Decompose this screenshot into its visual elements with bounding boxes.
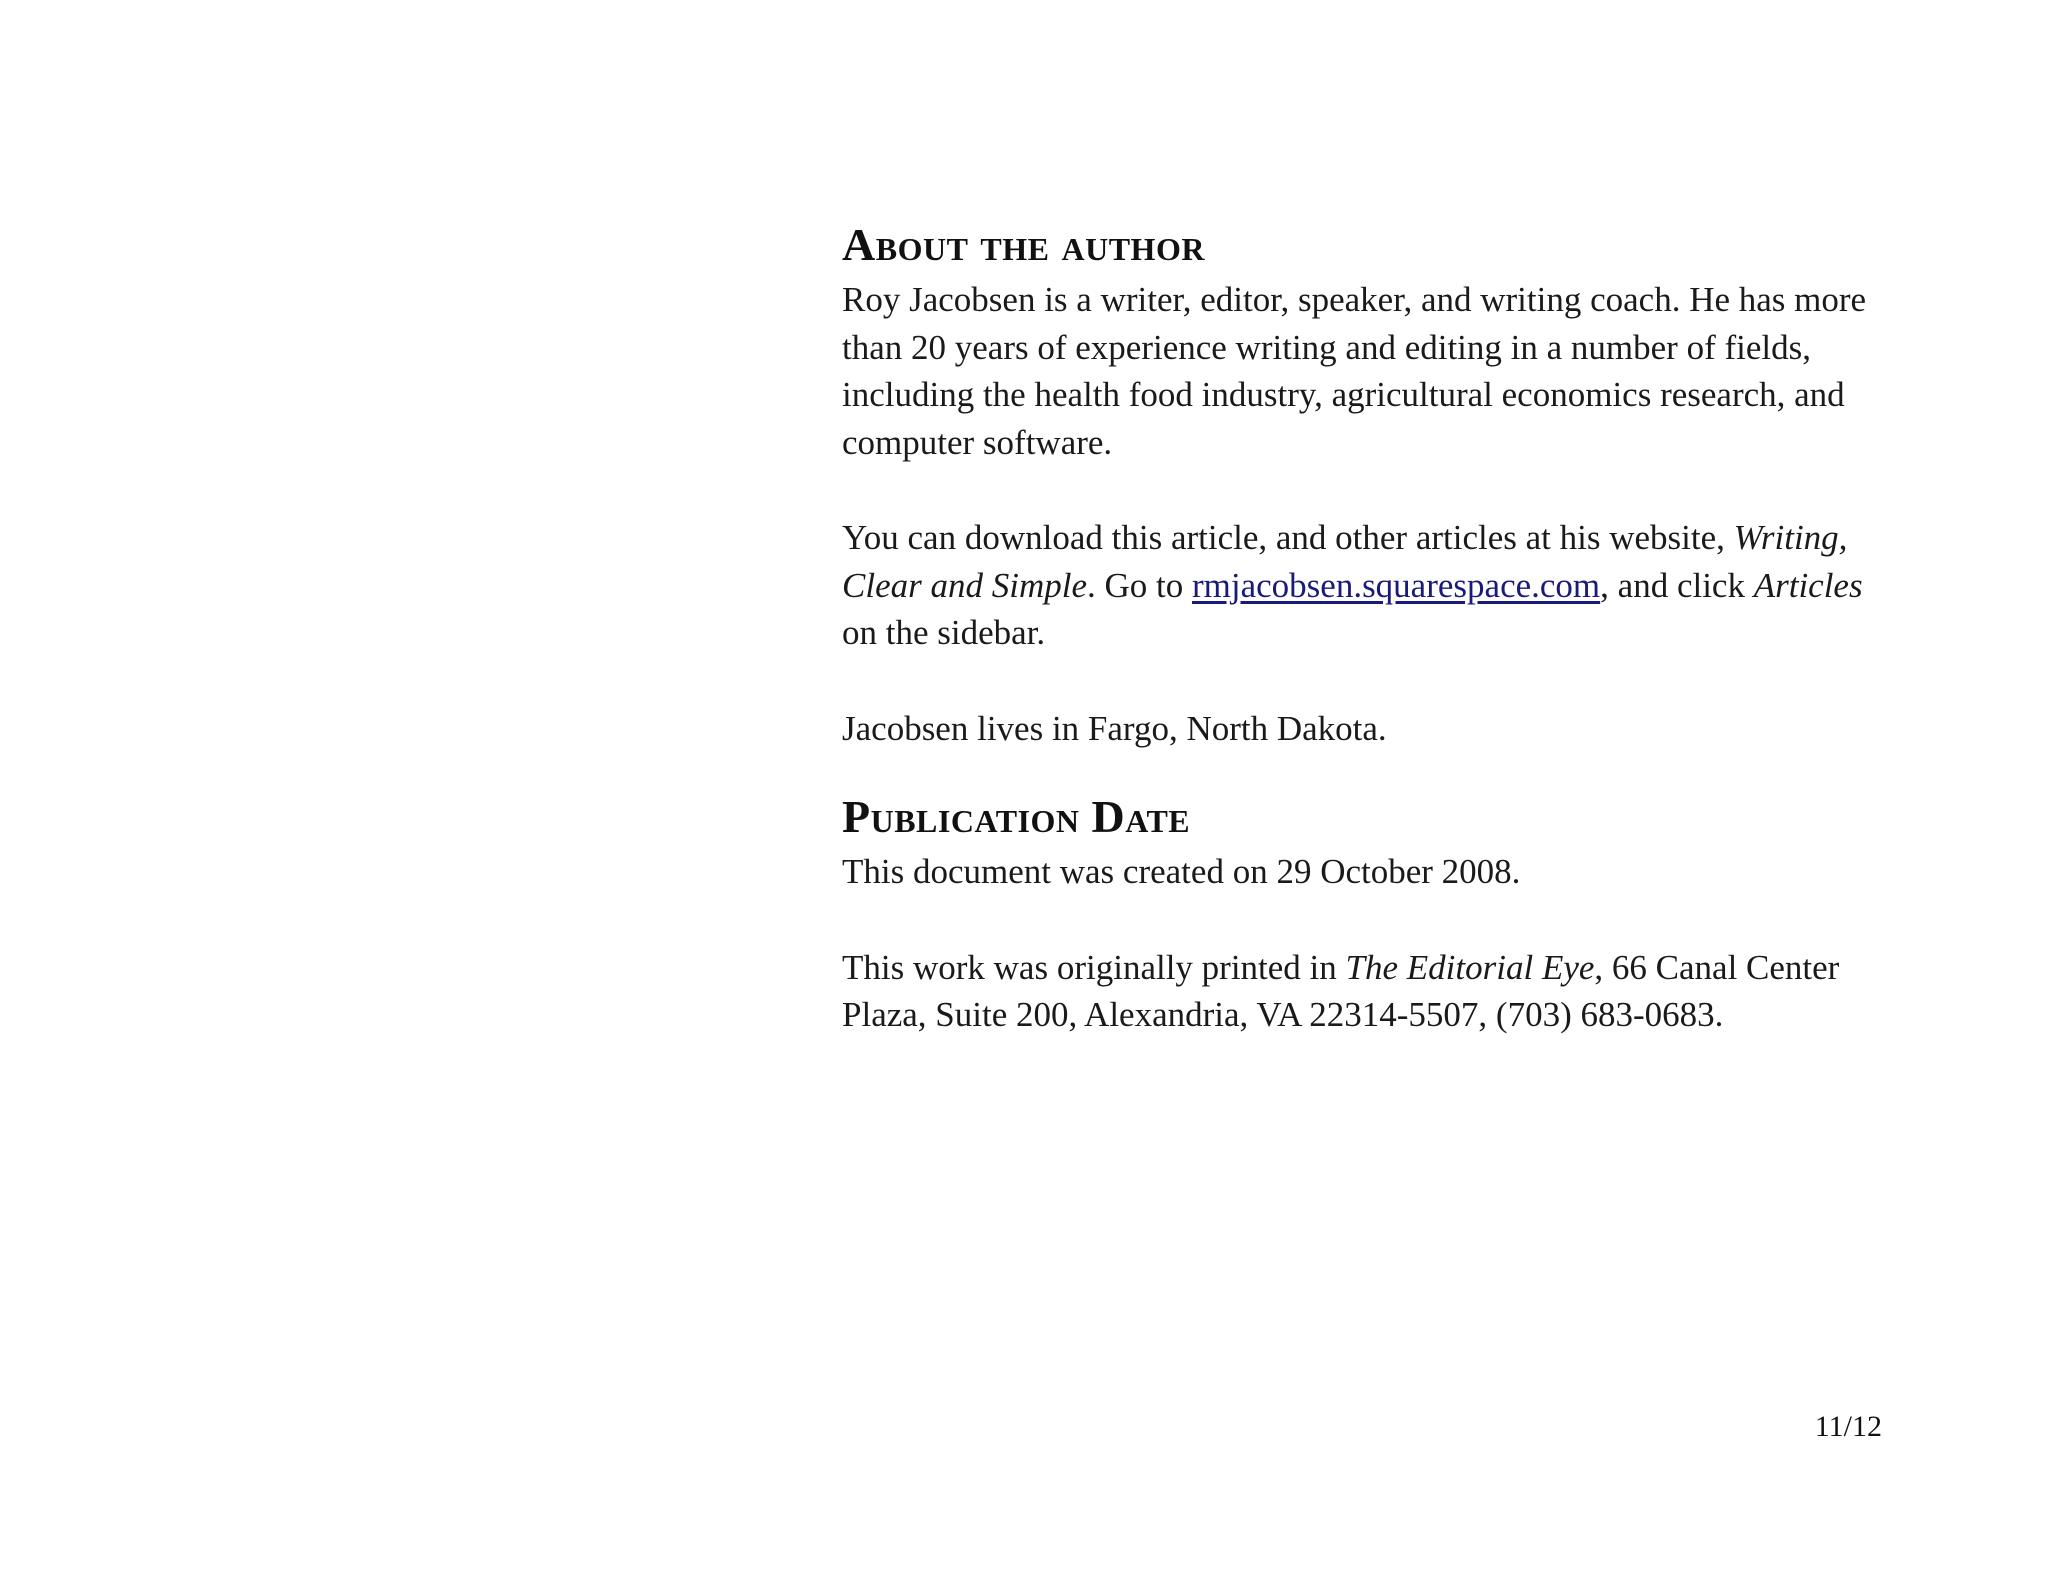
download-text-mid: . Go to: [1086, 565, 1192, 605]
download-text-mid2: , and click: [1600, 565, 1754, 605]
page-number: 11/12: [1814, 1410, 1882, 1443]
download-paragraph: [842, 514, 1882, 657]
printing-info: [842, 944, 1882, 1039]
articles-label: Articles: [1753, 565, 1863, 605]
document-content: [842, 216, 1882, 1039]
about-author-heading: About the author: [842, 219, 1205, 270]
website-link[interactable]: rmjacobsen.squarespace.com: [1191, 565, 1601, 605]
publication-date-heading: Publication Date: [842, 791, 1191, 842]
printing-text-end: , 66 Canal Center Plaza, Suite 200, Alexandria, VA 22314-5507, (703) 683-0683.: [842, 947, 1840, 1034]
website-title: Writing, Clear and Simple: [842, 518, 1848, 605]
download-text-start: You can download this article, and other articles at his website,: [842, 518, 1734, 557]
download-text-end: on the sidebar.: [842, 613, 1046, 652]
creation-date: This document was created on 29 October 2008.: [842, 852, 1521, 891]
printing-text-start: This work was originally printed in: [842, 947, 1346, 987]
author-residence: Jacobsen lives in Fargo, North Dakota.: [842, 708, 1387, 748]
publication-title: The Editorial Eye: [1345, 947, 1595, 987]
author-bio: Roy Jacobsen is a writer, editor, speaker, and writing coach. He has more than 20 years of experience writing and editing in a number of fields, including the health food industry, agricultural economics research, and computer software.: [842, 280, 1867, 462]
